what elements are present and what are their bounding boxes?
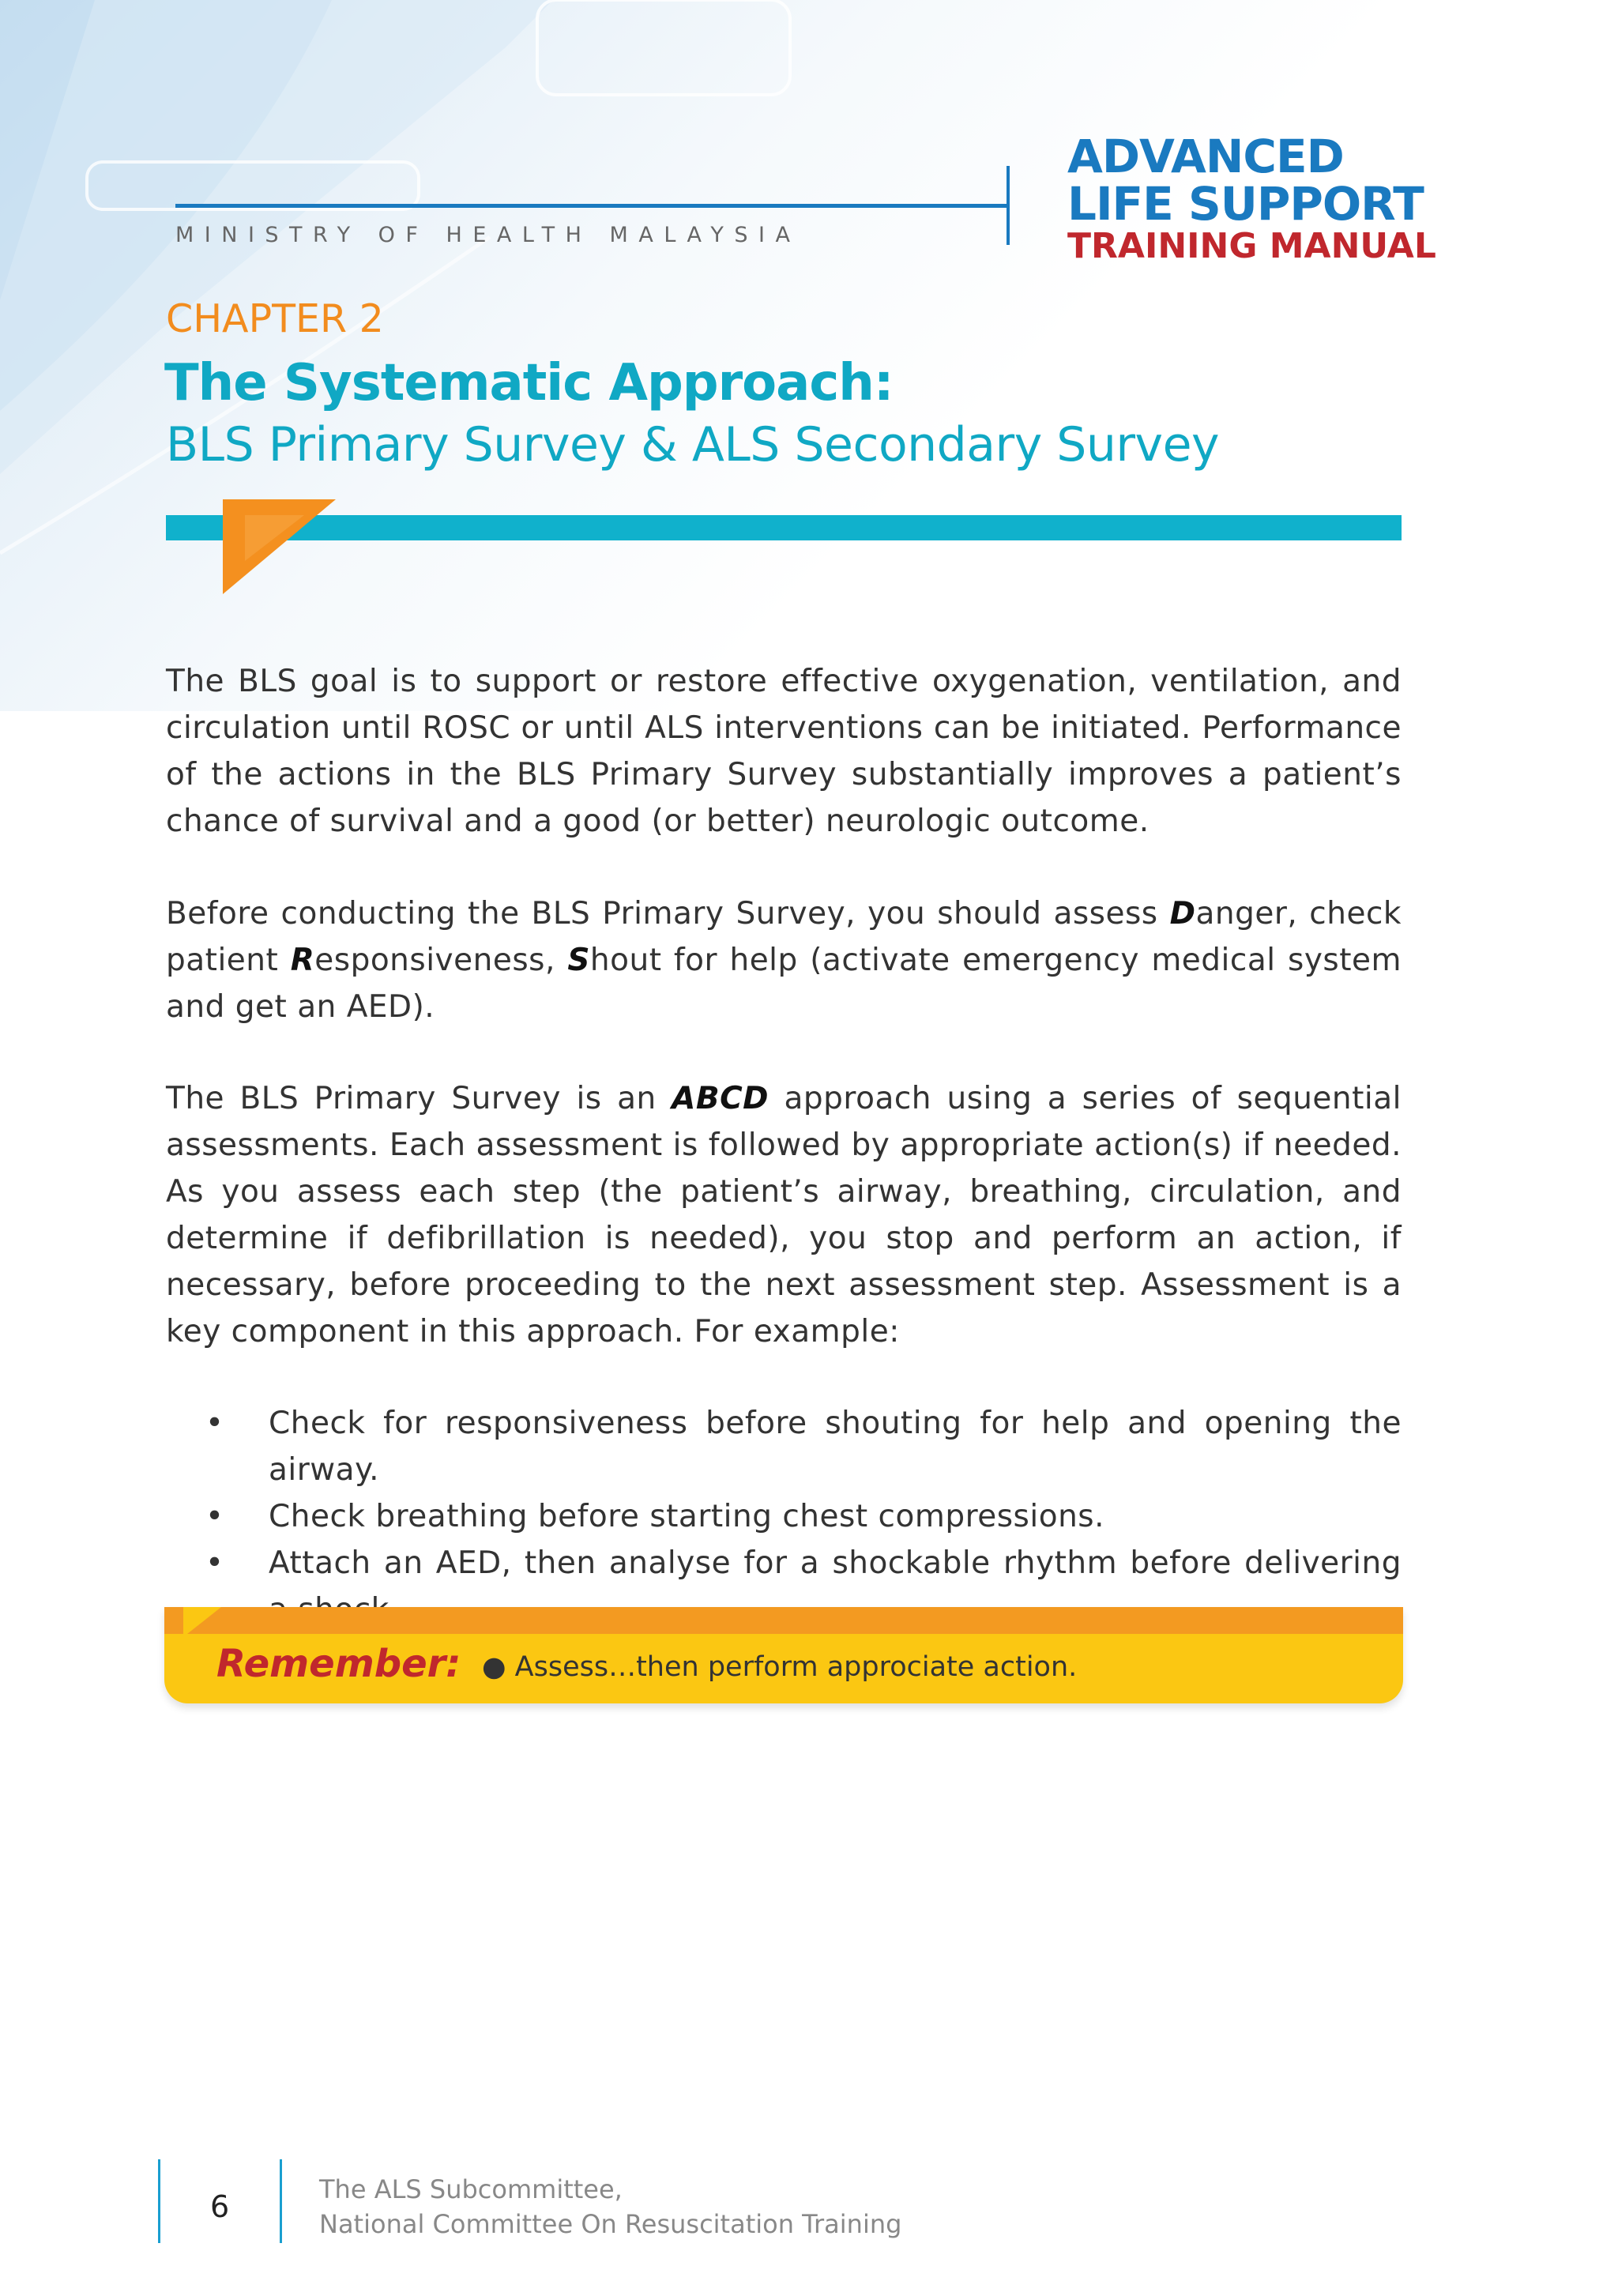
- logo-line-3: TRAINING MANUAL: [1067, 226, 1436, 266]
- list-item-text: Attach an AED, then analyse for a shockable rhythm before delivering: [269, 1545, 1402, 1581]
- list-item-text: Check breathing before starting chest compressions.: [269, 1499, 1105, 1534]
- remember-notch-accent: [183, 1607, 223, 1639]
- orange-corner-accent: [166, 498, 340, 597]
- bullet-icon: •: [205, 1499, 224, 1534]
- shout-letter: S: [567, 943, 590, 978]
- danger-letter: D: [1169, 896, 1196, 932]
- chapter-title: The Systematic Approach:: [164, 354, 894, 412]
- abcd-emphasis: ABCD: [672, 1081, 769, 1116]
- logo-line-2: LIFE SUPPORT: [1067, 177, 1424, 231]
- chapter-subtitle: BLS Primary Survey & ALS Secondary Survey: [166, 417, 1219, 472]
- remember-callout: [164, 1607, 1403, 1706]
- paragraph-before-survey: [166, 890, 1402, 1030]
- remember-item: [482, 1651, 1077, 1683]
- remember-item-text: Assess…then perform approciate action.: [514, 1651, 1078, 1683]
- example-bullet-list: [166, 1400, 1402, 1633]
- footer-rule-right: [280, 2159, 282, 2243]
- footer-credit: [319, 2172, 901, 2241]
- paragraph-bls-goal: The BLS goal is to support or restore effective oxygenation, ventilation, and circulation until ROSC or until ALS interventions can be initiated. Performance of the actions in the BLS Primary Survey substantially improves a patient’s chance of survival and a good (or better) neurologic outcome.: [166, 664, 1402, 839]
- text-fragment: esponsiveness,: [314, 943, 568, 978]
- bullet-icon: •: [205, 1545, 224, 1581]
- list-item-text: Check for responsiveness before shouting for help and opening the airway.: [269, 1406, 1402, 1488]
- list-item: [166, 1493, 1402, 1540]
- header-rule: [175, 204, 1009, 208]
- footer-credit-line-2: National Committee On Resuscitation Training: [319, 2209, 902, 2239]
- bullet-icon: •: [205, 1406, 224, 1441]
- text-fragment: The BLS Primary Survey is an: [166, 1081, 672, 1116]
- header-rule-tick: [1007, 166, 1010, 245]
- text-fragment: anger, check patient: [166, 896, 1402, 978]
- remember-label: Remember:: [216, 1642, 461, 1686]
- list-item: [166, 1400, 1402, 1493]
- ministry-name: MINISTRY OF HEALTH MALAYSIA: [175, 223, 801, 247]
- footer-credit-line-1: The ALS Subcommittee,: [319, 2174, 623, 2204]
- bullet-icon: ●: [482, 1651, 515, 1683]
- text-fragment: Before conducting the BLS Primary Survey, you should assess: [166, 896, 1170, 932]
- text-fragment: approach using a series of sequential assessments. Each assessment is followed by appropriate action(s) if needed. As you assess each step (the patient’s airway, breathing, circulation, and determine if defibrillation is needed), you stop and perform an action, if necessary, before proceeding to the next assessment step. Assessment is a key component in this approach. For example:: [166, 1081, 1402, 1349]
- paragraph-abcd-approach: [166, 1075, 1402, 1355]
- footer-rule-left: [158, 2159, 160, 2243]
- page-number: 6: [210, 2189, 230, 2224]
- chapter-label: CHAPTER 2: [166, 296, 384, 341]
- title-divider-bar: [166, 515, 1402, 540]
- text-fragment: hout for help (activate emergency medical system and get an AED).: [166, 943, 1402, 1025]
- remember-top-band: [164, 1607, 1403, 1634]
- responsiveness-letter: R: [290, 943, 315, 978]
- manual-logo: [1067, 130, 1436, 266]
- logo-line-1: ADVANCED: [1067, 130, 1344, 183]
